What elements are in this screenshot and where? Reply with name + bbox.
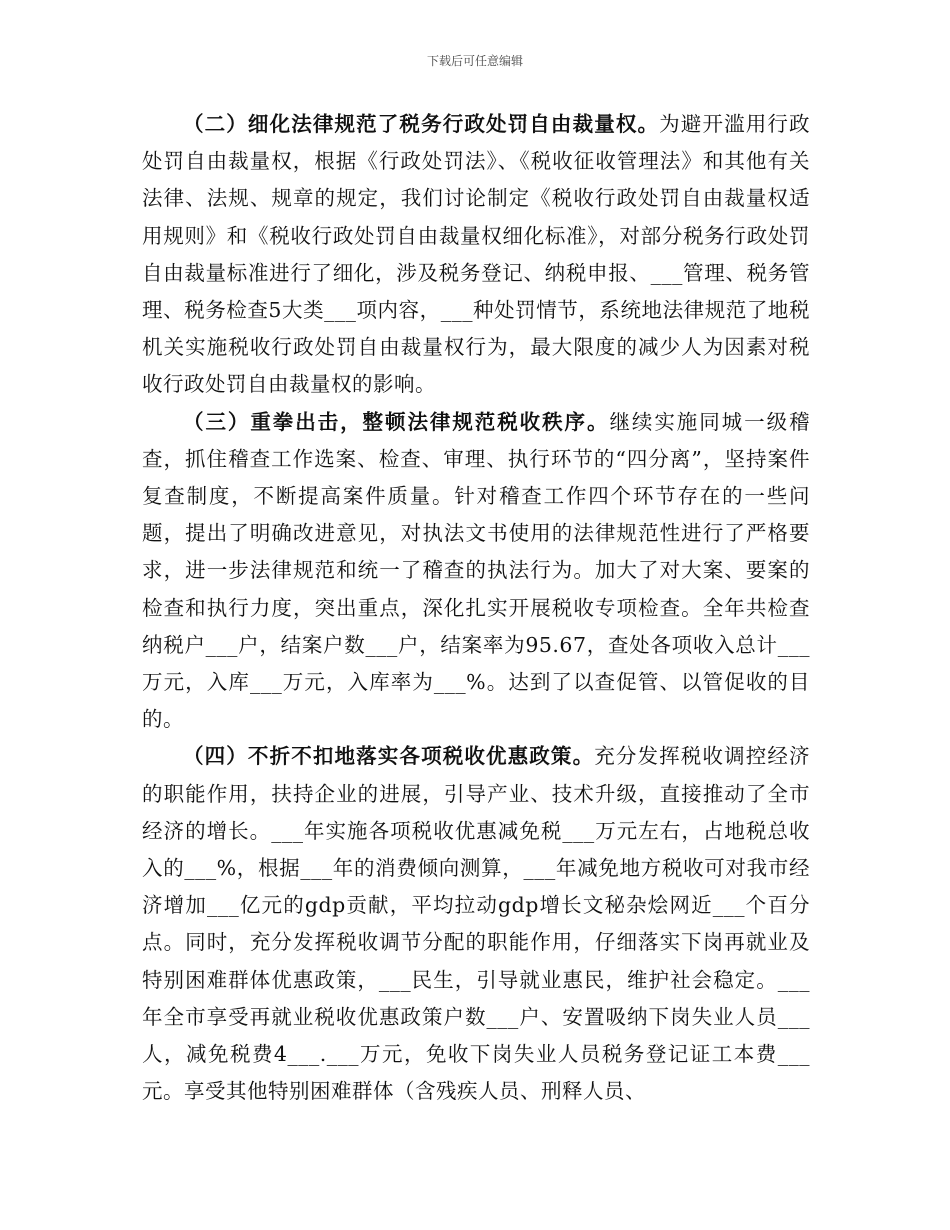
paragraph-3-text: 继续实施同城一级稽查，抓住稽查工作选案、检查、审理、执行环节的“四分离”，坚持案件复查制度，不断提高案件质量。针对稽查工作四个环节存在的一些问题，提出了明确改进意见，对执法文书使用的法律规范性进行了严格要求，进一步法律规范和统一了稽查的执法行为。加大了对大案、要案的检查和执行力度，突出重点，深化扎实开展税收专项检查。全年共检查纳税户___户，结案户数___户，结案率为95.67，查处各项收入总计___万元，入库___万元，入库率为___%。达到了以查促管、以管促收的目的。 <box>142 409 811 732</box>
paragraph-2-heading: （二）细化法律规范了税务行政处罚自由裁量权。 <box>183 112 660 136</box>
paragraph-4-text: 充分发挥税收调控经济的职能作用，扶持企业的进展，引导产业、技术升级，直接推动了全市经济的增长。___年实施各项税收优惠减免税___万元左右，占地税总收入的___%，根据___年的消费倾向测算，___年减免地方税收可对我市经济增加___亿元的gdp贡献，平均拉动gdp增长文秘杂烩网近___个百分点。同时，充分发挥税收调节分配的职能作用，仔细落实下岗再就业及特别困难群体优惠政策，___民生，引导就业惠民，维护社会稳定。___年全市享受再就业税收优惠政策户数___户、安置吸纳下岗失业人员___人，减免税费4___.___万元，免收下岗失业人员税务登记证工本费___元。享受其他特别困难群体（含残疾人员、刑释人员、 <box>142 744 811 1104</box>
paragraph-3 <box>142 404 810 739</box>
paragraph-4 <box>142 738 810 1110</box>
paragraph-2 <box>142 106 810 404</box>
paragraph-4-heading: （四）不折不扣地落实各项税收优惠政策。 <box>183 744 595 769</box>
page-header-note: 下载后可任意编辑 <box>426 54 523 68</box>
paragraph-2-text: 为避开滥用行政处罚自由裁量权，根据《行政处罚法》、《税收征收管理法》和其他有关法律、法规、规章的规定，我们讨论制定《税收行政处罚自由裁量权适用规则》和《税收行政处罚自由裁量权细化标准》，对部分税务行政处罚自由裁量标准进行了细化，涉及税务登记、纳税申报、___管理、税务管理、税务检查5大类___项内容，___种处罚情节，系统地法律规范了地税机关实施税收行政处罚自由裁量权行为，最大限度的减少人为因素对税收行政处罚自由裁量权的影响。 <box>142 112 811 397</box>
document-body <box>142 106 810 1110</box>
paragraph-3-heading: （三）重拳出击，整顿法律规范税收秩序。 <box>183 409 610 434</box>
